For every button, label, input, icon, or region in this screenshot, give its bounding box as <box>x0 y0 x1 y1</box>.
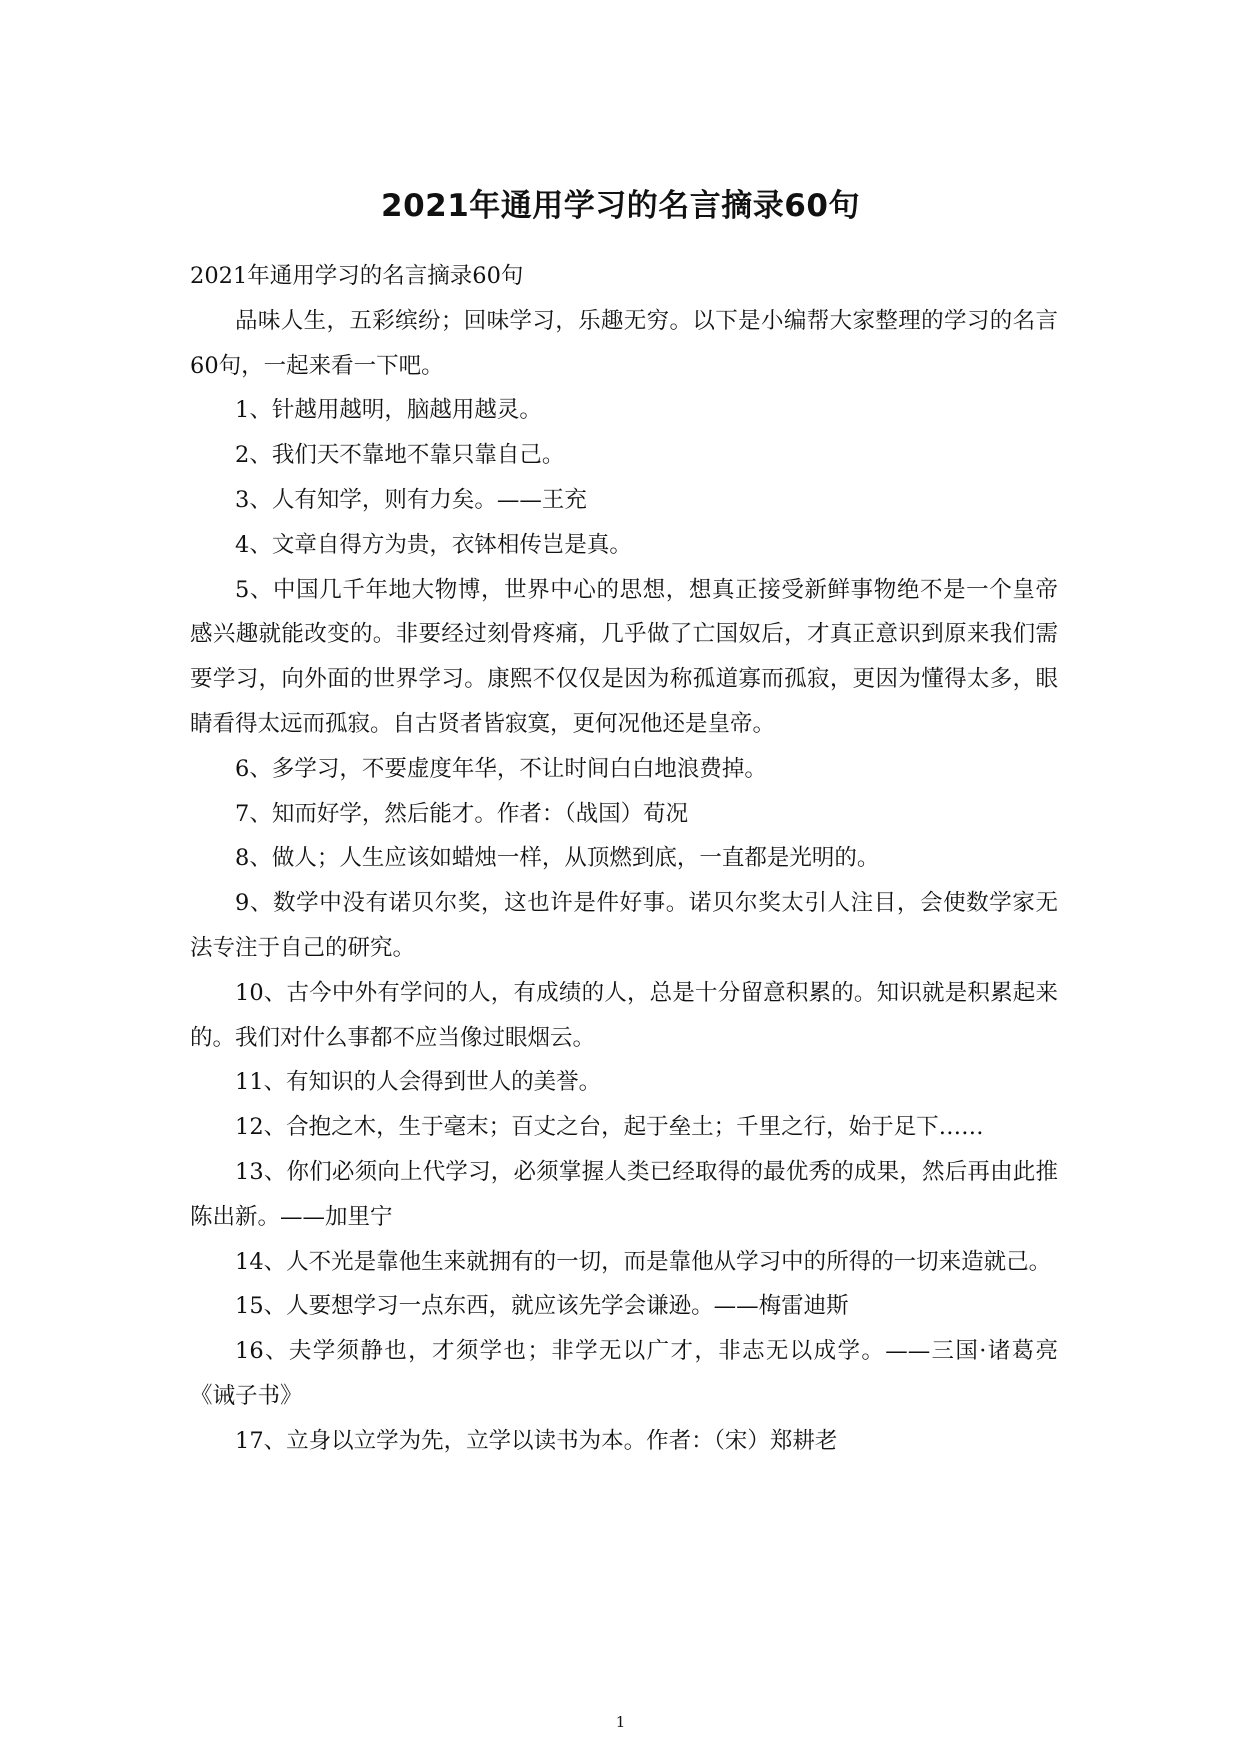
page-number: 1 <box>615 1713 626 1731</box>
body-paragraph: 15、人要想学习一点东西，就应该先学会谦逊。——梅雷迪斯 <box>235 1293 849 1320</box>
document-title: 2021年通用学习的名言摘录60句 <box>381 188 860 224</box>
body-paragraph: 品味人生，五彩缤纷；回味学习，乐趣无穷。以下是小编帮大家整理的学习的名言60句，一起来看一下吧。 <box>190 307 1058 379</box>
body-paragraph: 2、我们天不靠地不靠只靠自己。 <box>235 442 565 469</box>
body-paragraph: 12、合抱之木，生于毫末；百丈之台，起于垒土；千里之行，始于足下…… <box>235 1114 984 1141</box>
body-paragraph: 7、知而好学，然后能才。作者：（战国）荀况 <box>235 800 689 827</box>
body-paragraph: 16、夫学须静也，才须学也；非学无以广才，非志无以成学。——三国·诸葛亮《诫子书》 <box>190 1338 1058 1409</box>
body-paragraph: 17、立身以立学为先，立学以读书为本。作者：（宋）郑耕老 <box>235 1427 838 1454</box>
body-paragraph: 4、文章自得方为贵，衣钵相传岂是真。 <box>235 531 632 558</box>
body-paragraph: 10、古今中外有学问的人，有成绩的人，总是十分留意积累的。知识就是积累起来的。我们对什么事都不应当像过眼烟云。 <box>190 979 1058 1051</box>
body-paragraph: 5、中国几千年地大物博，世界中心的思想，想真正接受新鲜事物绝不是一个皇帝感兴趣就能改变的。非要经过刻骨疼痛，几乎做了亡国奴后，才真正意识到原来我们需要学习，向外面的世界学习。康熙不仅仅是因为称孤道寡而孤寂，更因为懂得太多，眼睛看得太远而孤寂。自古贤者皆寂寞，更何况他还是皇帝。 <box>190 576 1058 737</box>
body-paragraph: 13、你们必须向上代学习，必须掌握人类已经取得的最优秀的成果，然后再由此推陈出新。——加里宁 <box>190 1158 1058 1230</box>
document-body <box>190 254 1058 1464</box>
body-paragraph: 6、多学习，不要虚度年华，不让时间白白地浪费掉。 <box>235 755 767 782</box>
body-paragraph: 9、数学中没有诺贝尔奖，这也许是件好事。诺贝尔奖太引人注目，会使数学家无法专注于自己的研究。 <box>190 890 1058 961</box>
body-paragraph: 11、有知识的人会得到世人的美誉。 <box>235 1069 602 1096</box>
subtitle-paragraph: 2021年通用学习的名言摘录60句 <box>190 263 524 289</box>
body-paragraph: 1、针越用越明，脑越用越灵。 <box>235 397 542 424</box>
body-paragraph: 14、人不光是靠他生来就拥有的一切，而是靠他从学习中的所得的一切来造就己。 <box>235 1248 1052 1275</box>
body-paragraph: 8、做人；人生应该如蜡烛一样，从顶燃到底，一直都是光明的。 <box>235 845 880 872</box>
body-paragraph: 3、人有知学，则有力矣。——王充 <box>235 486 587 513</box>
